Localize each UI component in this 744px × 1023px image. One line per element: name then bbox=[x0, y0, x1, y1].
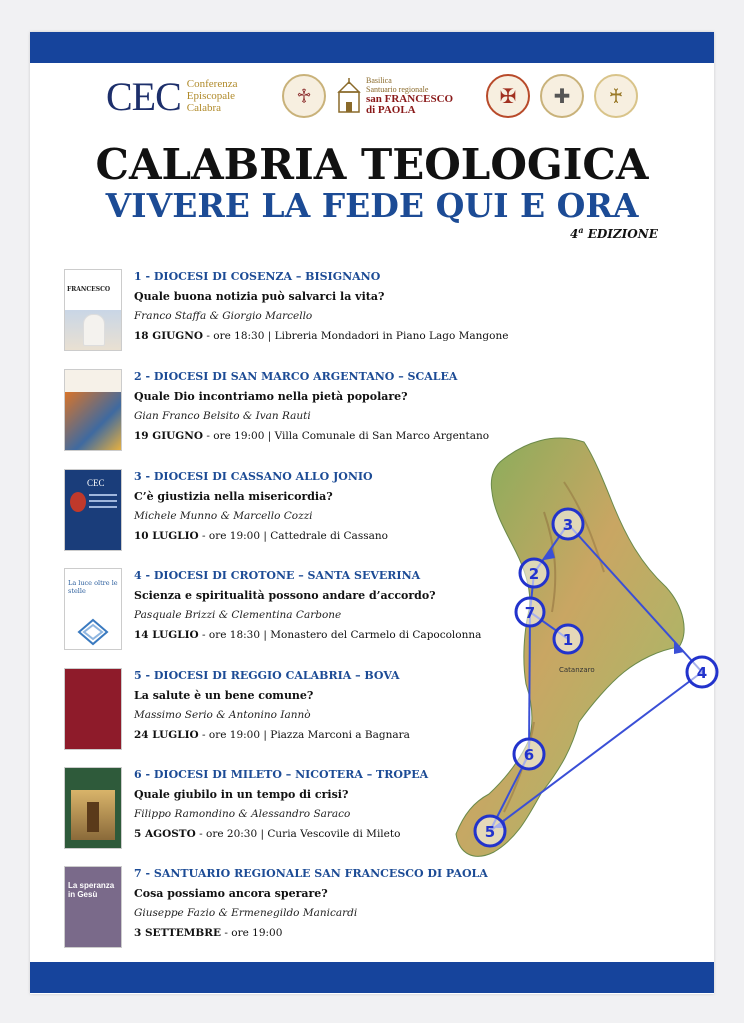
event-speakers: Filippo Ramondino & Alessandro Saraco bbox=[134, 808, 351, 820]
saint-icon: ♱ bbox=[296, 84, 312, 108]
event-speakers: Massimo Serio & Antonino Iannò bbox=[134, 709, 311, 721]
cec-logo bbox=[106, 73, 238, 119]
event-date: 14 LUGLIO bbox=[134, 629, 199, 641]
event-1 bbox=[64, 269, 544, 361]
event-4 bbox=[64, 568, 544, 660]
book-cover-6 bbox=[64, 767, 122, 849]
marker-label: 2 bbox=[528, 565, 540, 583]
event-question: C’è giustizia nella misericordia? bbox=[134, 490, 333, 503]
event-text bbox=[134, 469, 554, 545]
marker-4 bbox=[687, 657, 717, 687]
basilica-logo bbox=[336, 74, 468, 118]
event-heading: 3 - DIOCESI DI CASSANO ALLO JONIO bbox=[134, 470, 373, 483]
event-speakers: Gian Franco Belsito & Ivan Rauti bbox=[134, 410, 311, 422]
event-place: Cattedrale di Cassano bbox=[270, 530, 388, 542]
basilica-line: Santuario regionale bbox=[366, 85, 429, 94]
event-date: 24 LUGLIO bbox=[134, 729, 199, 741]
event-place: Piazza Marconi a Bagnara bbox=[270, 729, 410, 741]
event-3 bbox=[64, 469, 544, 561]
marker-label: 4 bbox=[696, 664, 708, 682]
basilica-place: di PAOLA bbox=[366, 104, 416, 116]
subtitle: VIVERE LA FEDE QUI E ORA bbox=[105, 186, 639, 225]
marker-3 bbox=[553, 509, 583, 539]
event-when: 3 SETTEMBRE - ore 19:00 bbox=[134, 927, 283, 939]
poster bbox=[30, 32, 714, 994]
event-when: 19 GIUGNO - ore 19:00 | Villa Comunale di San Marco Argentano bbox=[134, 430, 490, 442]
event-date: 18 GIUGNO bbox=[134, 330, 204, 342]
event-place: Curia Vescovile di Mileto bbox=[267, 828, 401, 840]
cross-icon: ✠ bbox=[499, 84, 517, 108]
event-heading: 5 - DIOCESI DI REGGIO CALABRIA – BOVA bbox=[134, 669, 400, 682]
edition-number: 4 bbox=[570, 227, 579, 241]
event-when: 5 AGOSTO - ore 20:30 | Curia Vescovile di Mileto bbox=[134, 828, 401, 840]
top-band bbox=[30, 32, 714, 63]
event-question: Quale Dio incontriamo nella pietà popolare? bbox=[134, 390, 408, 403]
event-when: 18 GIUGNO - ore 18:30 | Libreria Mondadori in Piano Lago Mangone bbox=[134, 330, 509, 342]
event-date: 5 AGOSTO bbox=[134, 828, 196, 840]
event-speakers: Michele Munno & Marcello Cozzi bbox=[134, 510, 313, 522]
event-question: Quale giubilo in un tempo di crisi? bbox=[134, 788, 349, 801]
event-question: Quale buona notizia può salvarci la vita? bbox=[134, 290, 385, 303]
event-when: 10 LUGLIO - ore 19:00 | Cattedrale di Cassano bbox=[134, 530, 388, 542]
diocese-seal-4 bbox=[594, 74, 638, 118]
cec-mark: CEC bbox=[106, 73, 181, 119]
book-cover-2 bbox=[64, 369, 122, 451]
event-text bbox=[134, 369, 554, 445]
event-place: Libreria Mondadori in Piano Lago Mangone bbox=[274, 330, 509, 342]
book-cover-5 bbox=[64, 668, 122, 750]
town-label: Catanzaro bbox=[559, 666, 595, 674]
event-date: 10 LUGLIO bbox=[134, 530, 199, 542]
edition bbox=[570, 225, 658, 241]
edition-word: EDIZIONE bbox=[587, 227, 658, 241]
event-question: La salute è un bene comune? bbox=[134, 689, 314, 702]
event-time: ore 19:00 bbox=[231, 927, 283, 939]
event-5 bbox=[64, 668, 544, 760]
event-heading: 6 - DIOCESI DI MILETO – NICOTERA – TROPEA bbox=[134, 768, 429, 781]
main-title: CALABRIA TEOLOGICA bbox=[95, 140, 649, 189]
event-time: ore 19:00 bbox=[208, 729, 261, 741]
cover-title: FRANCESCO bbox=[67, 286, 111, 293]
marker-label: 1 bbox=[562, 631, 574, 649]
event-time: ore 19:00 bbox=[208, 530, 261, 542]
book-cover-1 bbox=[64, 269, 122, 351]
basilica-small: Basilica bbox=[366, 76, 392, 85]
event-when: 14 LUGLIO - ore 18:30 | Monastero del Carmelo di Capocolonna bbox=[134, 629, 482, 641]
event-place: Monastero del Carmelo di Capocolonna bbox=[270, 629, 482, 641]
event-text bbox=[134, 866, 554, 942]
cover-title: La speranza in Gesù bbox=[68, 881, 115, 899]
event-heading: 4 - DIOCESI DI CROTONE – SANTA SEVERINA bbox=[134, 569, 421, 582]
event-heading: 2 - DIOCESI DI SAN MARCO ARGENTANO – SCALEA bbox=[134, 370, 458, 383]
edition-ordinal: a bbox=[578, 225, 584, 235]
cec-line: Conferenza bbox=[186, 78, 238, 90]
diocese-seal-1 bbox=[282, 74, 326, 118]
event-speakers: Giuseppe Fazio & Ermenegildo Manicardi bbox=[134, 907, 358, 919]
event-7 bbox=[64, 866, 544, 958]
cover-brand: CEC bbox=[87, 478, 105, 488]
event-heading: 1 - DIOCESI DI COSENZA – BISIGNANO bbox=[134, 270, 381, 283]
diocese-seal-3 bbox=[540, 74, 584, 118]
event-text bbox=[134, 269, 554, 345]
event-date: 19 GIUGNO bbox=[134, 430, 204, 442]
book-cover-4 bbox=[64, 568, 122, 650]
marker-label: 6 bbox=[523, 746, 535, 764]
basilica-name: san FRANCESCO bbox=[366, 93, 454, 105]
event-time: ore 19:00 bbox=[213, 430, 265, 442]
event-heading: 7 - SANTUARIO REGIONALE SAN FRANCESCO DI PAOLA bbox=[134, 867, 488, 880]
event-when: 24 LUGLIO - ore 19:00 | Piazza Marconi a Bagnara bbox=[134, 729, 410, 741]
event-text bbox=[134, 767, 554, 843]
event-question: Scienza e spiritualità possono andare d’accordo? bbox=[134, 589, 436, 602]
cec-line: Episcopale bbox=[186, 90, 236, 102]
event-speakers: Pasquale Brizzi & Clementina Carbone bbox=[134, 609, 342, 621]
event-place: Villa Comunale di San Marco Argentano bbox=[274, 430, 490, 442]
event-question: Cosa possiamo ancora sperare? bbox=[134, 887, 328, 900]
diocese-seal-2 bbox=[486, 74, 530, 118]
marker-label: 7 bbox=[524, 604, 536, 622]
cross-icon: ✚ bbox=[553, 84, 571, 108]
event-date: 3 SETTEMBRE bbox=[134, 927, 222, 939]
event-time: ore 18:30 bbox=[208, 629, 261, 641]
event-text bbox=[134, 568, 554, 644]
saint-icon: ♰ bbox=[608, 84, 624, 108]
basilica-text bbox=[366, 76, 453, 116]
bottom-band bbox=[30, 962, 714, 993]
marker-label: 3 bbox=[562, 516, 574, 534]
event-2 bbox=[64, 369, 544, 461]
event-time: ore 20:30 bbox=[206, 828, 258, 840]
book-cover-3 bbox=[64, 469, 122, 551]
cec-text bbox=[187, 78, 238, 114]
diamond-logo-icon bbox=[77, 619, 109, 645]
cec-line: Calabra bbox=[186, 102, 221, 114]
book-cover-7 bbox=[64, 866, 122, 948]
event-6 bbox=[64, 767, 544, 859]
event-text bbox=[134, 668, 554, 744]
cover-title: La luce oltre le stelle bbox=[68, 579, 118, 595]
marker-1 bbox=[554, 625, 582, 653]
event-time: ore 18:30 bbox=[213, 330, 265, 342]
church-icon bbox=[336, 78, 362, 114]
event-speakers: Franco Staffa & Giorgio Marcello bbox=[134, 310, 313, 322]
marker-label: 5 bbox=[484, 823, 496, 841]
